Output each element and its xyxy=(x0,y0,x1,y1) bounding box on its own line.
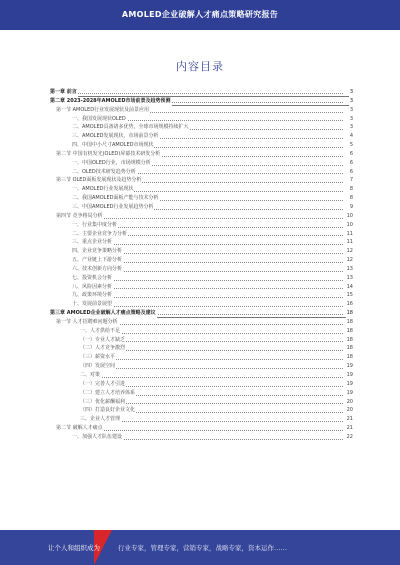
toc-entry-text: （二）人才竞争激烈 xyxy=(80,345,126,352)
toc-entry-page: 3 xyxy=(349,124,353,131)
toc-entry[interactable] xyxy=(50,203,353,212)
toc-entry-text: （三）薪资水平 xyxy=(80,354,116,361)
toc-entry-page: 4 xyxy=(349,133,353,140)
toc-entry[interactable] xyxy=(50,88,353,97)
toc-entry[interactable] xyxy=(50,336,353,345)
toc-entry-page: 3 xyxy=(349,97,353,104)
toc-entry-text: 二、对策 xyxy=(80,372,101,378)
toc-entry-page: 18 xyxy=(346,354,353,361)
toc-entry[interactable] xyxy=(50,283,353,292)
toc-entry-text: 二、我国AMOLED面板产能与技术分析 xyxy=(72,195,159,202)
toc-entry-page: 10 xyxy=(346,221,353,228)
toc-entry-page: 3 xyxy=(349,106,353,113)
report-title: AMOLED企业破解人才痛点策略研究报告 xyxy=(121,10,279,19)
toc-entry-text: 第二节 破解人才痛点 xyxy=(56,425,103,432)
toc-entry[interactable] xyxy=(50,424,353,433)
toc-entry[interactable] xyxy=(50,398,353,407)
toc-entry[interactable] xyxy=(50,291,353,300)
footer-tagline: 行业专家，管理专家，营销专家，战略专家，资本运作…… xyxy=(118,544,287,552)
toc-entry-page: 3 xyxy=(349,115,353,122)
toc-entry-text: （一）完善人才引进 xyxy=(80,380,126,387)
toc-entry-text: 九、政策环境分析 xyxy=(72,292,113,299)
toc-entry-text: 四、中国中小尺寸AMOLED市场现状 xyxy=(72,142,154,149)
toc-entry-text: 一、我国发展现状OLED xyxy=(72,115,126,122)
dot-leader xyxy=(50,93,343,94)
toc-entry-text: 一、行业集中度分析 xyxy=(72,221,118,228)
toc-entry-text: 三、AMOLED发展现状，市场前景分析 xyxy=(72,133,159,140)
toc-entry-text: 三、重点企业分析 xyxy=(72,239,113,246)
toc-entry-text: （一）专业人才缺乏 xyxy=(80,336,126,343)
toc-entry-text: 二、主要企业竞争力分析 xyxy=(72,230,128,237)
toc-entry[interactable] xyxy=(50,185,353,194)
toc-entry[interactable] xyxy=(50,362,353,371)
toc-entry[interactable] xyxy=(50,415,353,424)
toc-entry[interactable] xyxy=(50,327,353,336)
toc-entry-text: 七、投资机会分析 xyxy=(72,274,113,281)
toc-entry-page: 8 xyxy=(349,186,353,193)
toc-entry-page: 15 xyxy=(346,292,353,299)
toc-entry[interactable] xyxy=(50,344,353,353)
toc-entry-text: 第三节 OLED面板发展现状及趋势分析 xyxy=(56,177,142,184)
toc-entry[interactable] xyxy=(50,176,353,185)
toc-entry-page: 18 xyxy=(346,318,353,325)
toc-entry-text: （四）发展空间 xyxy=(80,363,116,370)
toc-entry-text: 一、加强人才队伍建设 xyxy=(72,433,123,440)
toc-entry-text: 第一章 前言 xyxy=(50,89,77,95)
toc-entry-page: 8 xyxy=(349,195,353,202)
toc-entry[interactable] xyxy=(50,406,353,415)
toc-entry-text: （二）建立人才培养体系 xyxy=(80,389,136,396)
toc-entry-text: 一、中国OLED行业，市场规模分析 xyxy=(72,159,151,166)
toc-entry[interactable] xyxy=(50,106,353,115)
toc-entry-page: 16 xyxy=(346,301,353,308)
toc-entry[interactable] xyxy=(50,433,353,442)
toc-entry-page: 19 xyxy=(346,389,353,396)
toc-entry-page: 19 xyxy=(346,363,353,370)
toc-entry-page: 19 xyxy=(346,380,353,387)
toc-entry-page: 18 xyxy=(346,345,353,352)
toc-entry-page: 3 xyxy=(349,89,353,95)
toc-entry-page: 18 xyxy=(346,327,353,334)
dot-leader xyxy=(80,377,343,378)
toc-entry-page: 11 xyxy=(346,230,353,237)
toc-entry-page: 9 xyxy=(349,203,353,210)
toc-entry-text: 五、产业链上下游分析 xyxy=(72,257,123,264)
toc-entry[interactable] xyxy=(50,389,353,398)
toc-entry[interactable] xyxy=(50,256,353,265)
toc-entry-text: 一、AMOLED行业发展现状 xyxy=(72,186,134,193)
toc-entry[interactable] xyxy=(50,230,353,239)
toc-entry-page: 12 xyxy=(346,248,353,255)
toc-entry-page: 22 xyxy=(346,433,353,440)
toc-entry[interactable] xyxy=(50,132,353,141)
toc-entry[interactable] xyxy=(50,123,353,132)
toc-entry-page: 20 xyxy=(346,398,353,405)
toc-entry[interactable] xyxy=(50,274,353,283)
toc-entry-page: 21 xyxy=(346,425,353,432)
toc-entry[interactable] xyxy=(50,309,353,318)
toc-entry-text: 六、技术创新方向分析 xyxy=(72,265,123,272)
toc-entry-page: 21 xyxy=(346,416,353,423)
toc-entry[interactable] xyxy=(50,150,353,159)
footer-slogan: 让个人和组织成为 xyxy=(48,544,100,552)
toc-entry[interactable] xyxy=(50,380,353,389)
toc-entry-page: 18 xyxy=(346,336,353,343)
toc-entry-text: 第三章 AMOLED企业破解人才痛点策略及建议 xyxy=(50,310,156,317)
toc-entry[interactable] xyxy=(50,300,353,309)
toc-entry-text: 二、OLED技术研发趋势分析 xyxy=(72,168,136,175)
toc-entry[interactable] xyxy=(50,318,353,327)
toc-entry[interactable] xyxy=(50,194,353,203)
toc-entry-page: 18 xyxy=(346,310,353,317)
toc-entry-page: 13 xyxy=(346,274,353,281)
toc-entry-text: 第四节 竞争格局分析 xyxy=(56,212,103,219)
table-of-contents xyxy=(50,88,353,550)
toc-entry-text: 第二节 中国有机发光(OLED)屏幕技术研发分析 xyxy=(56,150,161,157)
toc-entry[interactable] xyxy=(50,159,353,168)
toc-entry[interactable] xyxy=(50,97,353,106)
report-header xyxy=(0,0,400,30)
toc-entry[interactable] xyxy=(50,115,353,124)
toc-entry-text: 第二章 2023-2028年AMOLED市场前景及趋势预测 xyxy=(50,97,171,104)
footer-banner xyxy=(0,530,400,565)
toc-entry-text: （四）打造良好企业文化 xyxy=(80,407,136,414)
toc-entry-page: 19 xyxy=(346,372,353,378)
toc-entry-text: 第一节 AMOLED行业发展现状及前景应用 xyxy=(56,106,150,113)
toc-entry-page: 12 xyxy=(346,257,353,264)
toc-entry[interactable] xyxy=(50,353,353,362)
toc-entry-text: 八、风险因素分析 xyxy=(72,283,113,290)
toc-entry-text: 十、发展前景展望 xyxy=(72,301,113,308)
dot-leader xyxy=(80,368,343,369)
toc-entry[interactable] xyxy=(50,371,353,380)
toc-entry-text: 四、企业竞争策略分析 xyxy=(72,248,123,255)
toc-entry-page: 6 xyxy=(349,150,353,157)
toc-entry-page: 7 xyxy=(349,177,353,184)
dot-leader xyxy=(80,359,343,360)
toc-entry-page: 13 xyxy=(346,265,353,272)
toc-entry[interactable] xyxy=(50,221,353,230)
toc-entry-text: 三、企业人才管理 xyxy=(80,416,121,423)
toc-entry-page: 10 xyxy=(346,212,353,219)
toc-entry-page: 5 xyxy=(349,142,353,149)
toc-entry[interactable] xyxy=(50,168,353,177)
toc-entry-page: 6 xyxy=(349,159,353,166)
toc-entry-text: 一、人才供给不足 xyxy=(80,327,121,334)
document-page xyxy=(0,30,400,530)
toc-entry-text: 二、AMOLED具备诸多优势，全球市场规模持续扩大 xyxy=(72,124,189,131)
toc-title: 内容目录 xyxy=(176,60,224,73)
toc-entry[interactable] xyxy=(50,247,353,256)
toc-entry[interactable] xyxy=(50,238,353,247)
toc-entry-text: （三）优化薪酬福利 xyxy=(80,398,126,405)
toc-entry-page: 6 xyxy=(349,168,353,175)
toc-entry-text: 三、中国AMOLED行业发展趋势分析 xyxy=(72,203,154,210)
toc-entry-page: 11 xyxy=(346,239,353,246)
toc-entry[interactable] xyxy=(50,212,353,221)
toc-entry-page: 14 xyxy=(346,283,353,290)
toc-entry[interactable] xyxy=(50,141,353,150)
toc-entry[interactable] xyxy=(50,265,353,274)
toc-entry-text: 第一节 人才招聘难问题分析 xyxy=(56,318,118,325)
toc-entry-page: 20 xyxy=(346,407,353,414)
